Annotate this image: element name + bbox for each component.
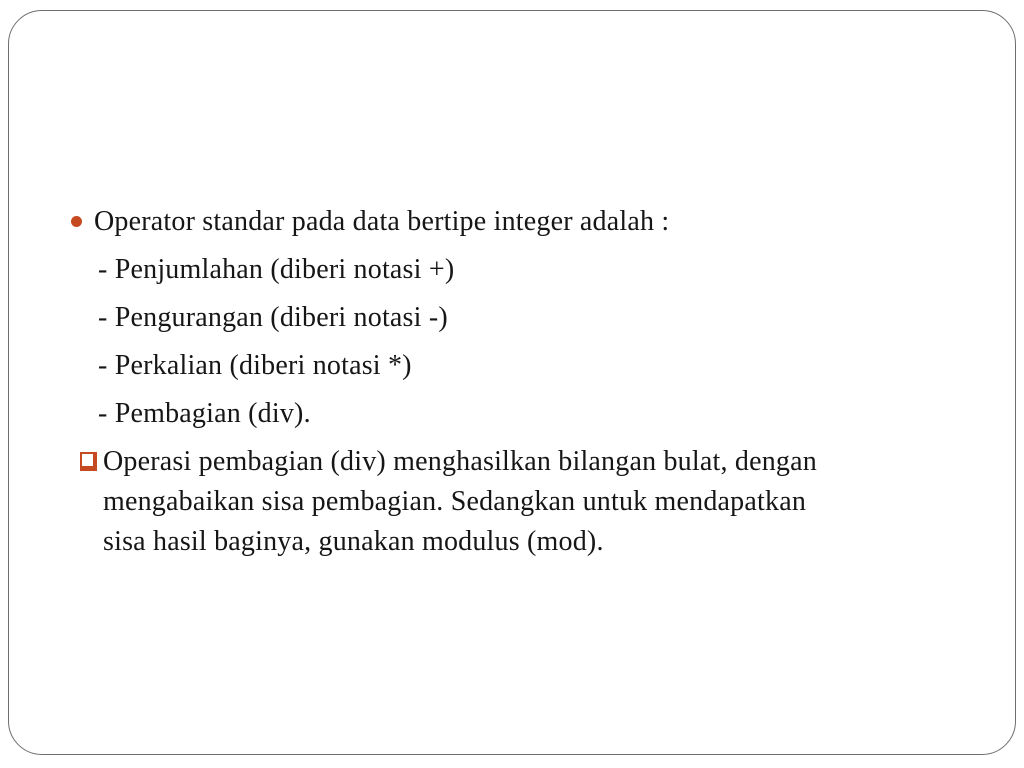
circle-bullet-icon: [71, 216, 82, 227]
sub-item-pembagian: - Pembagian (div).: [98, 398, 311, 429]
sub-item-pengurangan: - Pengurangan (diberi notasi -): [98, 302, 448, 333]
bullet-item-operasi-pembagian: [60, 442, 972, 562]
slide-text-block: [60, 202, 972, 562]
sub-item-perkalian: - Perkalian (diberi notasi *): [98, 350, 412, 381]
bullet-item-operasi-line-1: Operasi pembagian (div) menghasilkan bilangan bulat, dengan: [103, 446, 817, 477]
bullet-item-operator-text: Operator standar pada data bertipe integer adalah :: [94, 206, 670, 237]
bullet-item-operator: [60, 202, 972, 242]
sub-item-penjumlahan: - Penjumlahan (diberi notasi +): [98, 254, 455, 285]
bullet-item-operasi-line-2: mengabaikan sisa pembagian. Sedangkan untuk mendapatkan: [103, 486, 807, 517]
square-bullet-icon: [80, 452, 97, 471]
bullet-item-operasi-line-3: sisa hasil baginya, gunakan modulus (mod).: [103, 526, 604, 557]
